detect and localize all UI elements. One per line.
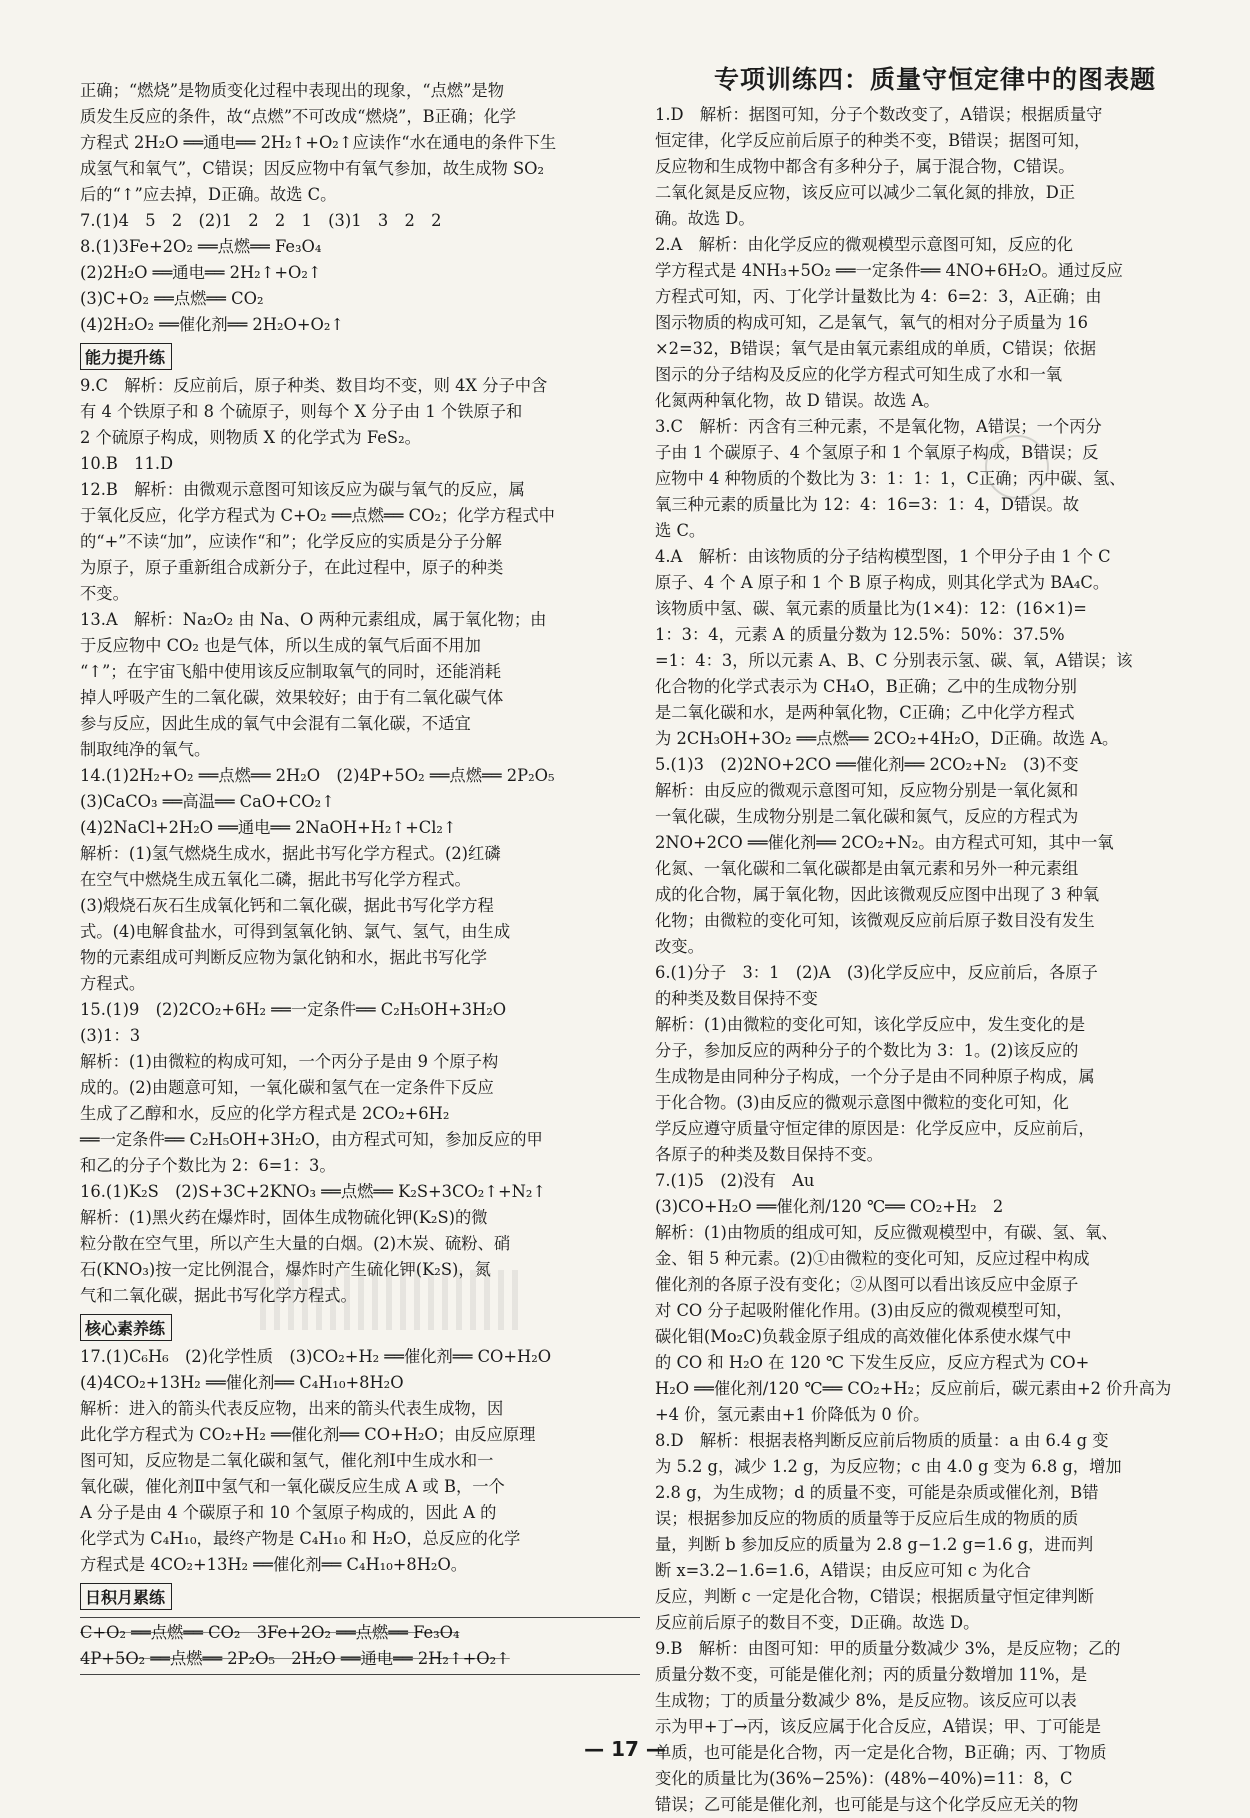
answer-line: 解析：(1)由微粒的变化可知，该化学反应中，发生变化的是: [655, 1015, 1086, 1034]
answer-line: 化学式为 C₄H₁₀，最终产物是 C₄H₁₀ 和 H₂O，总反应的化学: [80, 1529, 521, 1548]
left-column: [80, 78, 640, 1675]
answer-line: 气和二氧化碳，据此书写化学方程式。: [80, 1286, 357, 1305]
answer-line: 9.C 解析：反应前后，原子种类、数目均不变，则 4X 分子中含: [80, 376, 548, 395]
answer-line: 成的。(2)由题意可知，一氧化碳和氢气在一定条件下反应: [80, 1078, 494, 1097]
left-low-block: [80, 1344, 640, 1578]
answer-line: 的 CO 和 H₂O 在 120 ℃ 下发生反应，反应方程式为 CO+: [655, 1353, 1090, 1372]
answer-line: 14.(1)2H₂+O₂ ══点燃══ 2H₂O (2)4P+5O₂ ══点燃══ 2P₂O₅: [80, 766, 555, 785]
section-heading-daily: 日积月累练: [80, 1583, 172, 1610]
right-column-title: 专项训练四：质量守恒定律中的图表题: [713, 65, 1156, 94]
answer-line: 氧化碳，催化剂Ⅱ中氢气和一氧化碳反应生成 A 或 B，一个: [80, 1477, 505, 1496]
answer-line: 学反应遵守质量守恒定律的原因是：化学反应中，反应前后，: [655, 1119, 1095, 1138]
answer-line: 选 C。: [655, 521, 706, 540]
answer-line: 2.A 解析：由化学反应的微观模型示意图可知，反应的化: [655, 235, 1074, 254]
answer-line: (2)2H₂O ══通电══ 2H₂↑+O₂↑: [80, 263, 322, 282]
answer-line: 量，判断 b 参加反应的质量为 2.8 g−1.2 g=1.6 g，进而判: [655, 1535, 1094, 1554]
answer-line: 图可知，反应物是二氧化碳和氢气，催化剂Ⅰ中生成水和一: [80, 1451, 494, 1470]
answer-line: 解析：进入的箭头代表反应物，出来的箭头代表生成物，因: [80, 1399, 504, 1418]
answer-line: 质量分数不变，可能是催化剂；丙的质量分数增加 11%，是: [655, 1665, 1088, 1684]
answer-line: 误；根据参加反应的物质的质量等于反应后生成的物质的质: [655, 1509, 1079, 1528]
answer-line: 在空气中燃烧生成五氧化二磷，据此书写化学方程式。: [80, 870, 471, 889]
answer-line: 于氧化反应，化学方程式为 C+O₂ ══点燃══ CO₂；化学方程式中: [80, 506, 555, 525]
answer-line: A 分子是由 4 个碳原子和 10 个氢原子构成的，因此 A 的: [80, 1503, 497, 1522]
answer-line: 断 x=3.2−1.6=1.6，A错误；由反应可知 c 为化合: [655, 1561, 1031, 1580]
answer-line: 9.B 解析：由图可知：甲的质量分数减少 3%，是反应物；乙的: [655, 1639, 1121, 1658]
answer-line: 7.(1)5 (2)没有 Au: [655, 1171, 815, 1190]
right-column: [655, 102, 1215, 1818]
answer-line: 反应，判断 c 一定是化合物，C错误；根据质量守恒定律判断: [655, 1587, 1094, 1606]
answer-line: 对 CO 分子起吸附催化作用。(3)由反应的微观模型可知，: [655, 1301, 1073, 1320]
answer-line: 单质，也可能是化合物，丙一定是化合物，B正确；丙、丁物质: [655, 1743, 1107, 1762]
answer-line: 解析：(1)由微粒的构成可知，一个丙分子是由 9 个原子构: [80, 1052, 499, 1071]
answer-line: 变化的质量比为(36%−25%)：(48%−40%)=11：8，C: [655, 1769, 1073, 1788]
answer-line: “↑”；在宇宙飞船中使用该反应制取氧气的同时，还能消耗: [80, 662, 502, 681]
answer-line: 子由 1 个碳原子、4 个氢原子和 1 个氧原子构成，B错误；反: [655, 443, 1099, 462]
daily-equations-box: [80, 1617, 640, 1675]
left-mid-block: [80, 373, 640, 1309]
faint-stamp: [985, 435, 1049, 499]
answer-line: 12.B 解析：由微观示意图可知该反应为碳与氧气的反应，属: [80, 480, 525, 499]
answer-line: 氧三种元素的质量比为 12：4：16=3：1：4，D错误。故: [655, 495, 1080, 514]
answer-line: +4 价，氢元素由+1 价降低为 0 价。: [655, 1405, 930, 1424]
section-heading-core: 核心素养练: [80, 1314, 172, 1341]
answer-line: 图示的分子结构及反应的化学方程式可知生成了水和一氧: [655, 365, 1063, 384]
answer-line: 参与反应，因此生成的氧气中会混有二氧化碳，不适宜: [80, 714, 471, 733]
section-heading-ability: 能力提升练: [80, 343, 172, 370]
answer-line: 解析：(1)由物质的组成可知，反应微观模型中，有碳、氢、氧、: [655, 1223, 1118, 1242]
answer-line: 2NO+2CO ══催化剂══ 2CO₂+N₂。由方程式可知，其中一氧: [655, 833, 1114, 852]
answer-line: 2 个硫原子构成，则物质 X 的化学式为 FeS₂。: [80, 428, 421, 447]
answer-line: 学方程式是 4NH₃+5O₂ ══一定条件══ 4NO+6H₂O。通过反应: [655, 261, 1123, 280]
answer-line: 正确；“燃烧”是物质变化过程中表现出的现象，“点燃”是物: [80, 81, 505, 100]
answer-line: 有 4 个铁原子和 8 个硫原子，则每个 X 分子由 1 个铁原子和: [80, 402, 523, 421]
answer-line: 化氮、一氧化碳和二氧化碳都是由氧元素和另外一种元素组: [655, 859, 1079, 878]
answer-line: 为 2CH₃OH+3O₂ ══点燃══ 2CO₂+4H₂O，D正确。故选 A。: [655, 729, 1119, 748]
answer-line: 原子、4 个 A 原子和 1 个 B 原子构成，则其化学式为 BA₄C。: [655, 573, 1110, 592]
answer-line: 恒定律，化学反应前后原子的种类不变，B错误；据图可知，: [655, 131, 1091, 150]
faint-watermark: [260, 1270, 520, 1330]
answer-line: 17.(1)C₆H₆ (2)化学性质 (3)CO₂+H₂ ══催化剂══ CO+H₂O: [80, 1347, 552, 1366]
answer-line: 质发生反应的条件，故“点燃”不可改成“燃烧”，B正确；化学: [80, 107, 517, 126]
answer-line: 制取纯净的氧气。: [80, 740, 211, 759]
answer-line: (3)C+O₂ ══点燃══ CO₂: [80, 289, 264, 308]
answer-line: 掉人呼吸产生的二氧化碳，效果较好；由于有二氧化碳气体: [80, 688, 504, 707]
answer-line: 4.A 解析：由该物质的分子结构模型图，1 个甲分子由 1 个 C: [655, 547, 1111, 566]
answer-line: 10.B 11.D: [80, 454, 174, 473]
answer-line: 一氧化碳，生成物分别是二氧化碳和氮气，反应的方程式为: [655, 807, 1079, 826]
answer-line: 石(KNO₃)按一定比例混合，爆炸时产生硫化钾(K₂S)，氮: [80, 1260, 491, 1279]
answer-line: 碳化钼(Mo₂C)负载金原子组成的高效催化体系使水煤气中: [655, 1327, 1072, 1346]
answer-line: 改变。: [655, 937, 704, 956]
answer-line: 生成物；丁的质量分数减少 8%，是反应物。该反应可以表: [655, 1691, 1077, 1710]
answer-line: 方程式 2H₂O ══通电══ 2H₂↑+O₂↑应读作“水在通电的条件下生: [80, 133, 557, 152]
answer-line: (3)1：3: [80, 1026, 141, 1045]
answer-line: 13.A 解析：Na₂O₂ 由 Na、O 两种元素组成，属于氧化物；由: [80, 610, 547, 629]
answer-line: 6.(1)分子 3：1 (2)A (3)化学反应中，反应前后，各原子: [655, 963, 1098, 982]
answer-line: 5.(1)3 (2)2NO+2CO ══催化剂══ 2CO₂+N₂ (3)不变: [655, 755, 1079, 774]
answer-line: 方程式。: [80, 974, 146, 993]
page-number: — 17 —: [584, 1737, 666, 1761]
answer-line: 15.(1)9 (2)2CO₂+6H₂ ══一定条件══ C₂H₅OH+3H₂O: [80, 1000, 507, 1019]
answer-line: H₂O ══催化剂/120 ℃══ CO₂+H₂；反应前后，碳元素由+2 价升高为: [655, 1379, 1172, 1398]
answer-line: 于反应物中 CO₂ 也是气体，所以生成的氧气后面不用加: [80, 636, 481, 655]
answer-line: ×2=32，B错误；氧气是由氧元素组成的单质，C错误；依据: [655, 339, 1096, 358]
answer-line: 的“+”不读“加”，应读作“和”；化学反应的实质是分子分解: [80, 532, 502, 551]
answer-line: 错误；乙可能是催化剂，也可能是与这个化学反应无关的物: [655, 1795, 1079, 1814]
answer-line: 方程式是 4CO₂+13H₂ ══催化剂══ C₄H₁₀+8H₂O。: [80, 1555, 468, 1574]
answer-line: 化氮两种氧化物，故 D 错误。故选 A。: [655, 391, 940, 410]
equation-line: C+O₂ ══点燃══ CO₂ 3Fe+2O₂ ══点燃══ Fe₃O₄: [80, 1623, 460, 1642]
answer-line: 成氢气和氧气”，C错误；因反应物中有氧气参加，故生成物 SO₂: [80, 159, 545, 178]
answer-line: 化物；由微粒的变化可知，该微观反应前后原子数目没有发生: [655, 911, 1095, 930]
answer-line: 反应前后原子的数目不变，D正确。故选 D。: [655, 1613, 980, 1632]
left-top-block: [80, 78, 640, 338]
answer-line: 为 5.2 g，减少 1.2 g，为反应物；c 由 4.0 g 变为 6.8 g，增加: [655, 1457, 1122, 1476]
answer-line: 式。(4)电解食盐水，可得到氢氧化钠、氯气、氢气，由生成: [80, 922, 511, 941]
answer-line: 金、钼 5 种元素。(2)①由微粒的变化可知，反应过程中构成: [655, 1249, 1090, 1268]
answer-line: (4)2H₂O₂ ══催化剂══ 2H₂O+O₂↑: [80, 315, 345, 334]
answer-line: 解析：(1)黑火药在爆炸时，固体生成物硫化钾(K₂S)的微: [80, 1208, 488, 1227]
answer-line: 成的化合物，属于氧化物，因此该微观反应图中出现了 3 种氧: [655, 885, 1100, 904]
equation-line: 4P+5O₂ ══点燃══ 2P₂O₅ 2H₂O ══通电══ 2H₂↑+O₂↑: [80, 1649, 510, 1668]
answer-line: 8.(1)3Fe+2O₂ ══点燃══ Fe₃O₄: [80, 237, 322, 256]
answer-line: 后的“↑”应去掉，D正确。故选 C。: [80, 185, 337, 204]
answer-line: 为原子，原子重新组合成新分子，在此过程中，原子的种类: [80, 558, 504, 577]
answer-line: ══一定条件══ C₂H₅OH+3H₂O，由方程式可知，参加反应的甲: [80, 1130, 543, 1149]
answer-line: 反应物和生成物中都含有多种分子，属于混合物，C错误。: [655, 157, 1075, 176]
answer-line: 催化剂的各原子没有变化；②从图可以看出该反应中金原子: [655, 1275, 1079, 1294]
answer-line: 二氧化氮是反应物，该反应可以减少二氧化氮的排放，D正: [655, 183, 1076, 202]
answer-line: 应物中 4 种物质的个数比为 3：1：1：1，C正确；丙中碳、氢、: [655, 469, 1126, 488]
answer-line: 3.C 解析：丙含有三种元素，不是氧化物，A错误；一个丙分: [655, 417, 1102, 436]
answer-line: 图示物质的构成可知，乙是氧气，氧气的相对分子质量为 16: [655, 313, 1088, 332]
answer-line: 生成物是由同种分子构成，一个分子是由不同种原子构成，属: [655, 1067, 1095, 1086]
answer-line: 解析：(1)氢气燃烧生成水，据此书写化学方程式。(2)红磷: [80, 844, 501, 863]
answer-line: 化合物的化学式表示为 CH₄O，B正确；乙中的生成物分别: [655, 677, 1077, 696]
answer-line: 粒分散在空气里，所以产生大量的白烟。(2)木炭、硫粉、硝: [80, 1234, 511, 1253]
answer-line: 分子，参加反应的两种分子的个数比为 3：1。(2)该反应的: [655, 1041, 1079, 1060]
answer-line: =1：4：3，所以元素 A、B、C 分别表示氢、碳、氧，A错误；该: [655, 651, 1133, 670]
answer-line: (3)CO+H₂O ══催化剂/120 ℃══ CO₂+H₂ 2: [655, 1197, 1004, 1216]
answer-line: 于化合物。(3)由反应的微观示意图中微粒的变化可知，化: [655, 1093, 1069, 1112]
answer-line: 的种类及数目保持不变: [655, 989, 818, 1008]
answer-line: 此化学方程式为 CO₂+H₂ ══催化剂══ CO+H₂O；由反应原理: [80, 1425, 536, 1444]
answer-line: 解析：由反应的微观示意图可知，反应物分别是一氧化氮和: [655, 781, 1079, 800]
answer-line: 2.8 g，为生成物；d 的质量不变，可能是杂质或催化剂，B错: [655, 1483, 1099, 1502]
answer-line: 是二氧化碳和水，是两种氧化物，C正确；乙中化学方程式: [655, 703, 1075, 722]
answer-line: 1：3：4，元素 A 的质量分数为 12.5%：50%：37.5%: [655, 625, 1065, 644]
answer-line: 1.D 解析：据图可知，分子个数改变了，A错误；根据质量守: [655, 105, 1103, 124]
answer-line: (3)CaCO₃ ══高温══ CaO+CO₂↑: [80, 792, 335, 811]
answer-line: 该物质中氢、碳、氧元素的质量比为(1×4)：12：(16×1)=: [655, 599, 1087, 618]
answer-line: 物的元素组成可判断反应物为氯化钠和水，据此书写化学: [80, 948, 488, 967]
answer-line: 示为甲+丁→丙，该反应属于化合反应，A错误；甲、丁可能是: [655, 1717, 1102, 1736]
answer-line: (4)2NaCl+2H₂O ══通电══ 2NaOH+H₂↑+Cl₂↑: [80, 818, 457, 837]
answer-line: 确。故选 D。: [655, 209, 755, 228]
answer-line: (4)4CO₂+13H₂ ══催化剂══ C₄H₁₀+8H₂O: [80, 1373, 404, 1392]
answer-line: 不变。: [80, 584, 129, 603]
answer-line: 各原子的种类及数目保持不变。: [655, 1145, 883, 1164]
answer-line: 和乙的分子个数比为 2：6=1：3。: [80, 1156, 336, 1175]
answer-line: (3)煅烧石灰石生成氧化钙和二氧化碳，据此书写化学方程: [80, 896, 494, 915]
answer-line: 16.(1)K₂S (2)S+3C+2KNO₃ ══点燃══ K₂S+3CO₂↑+N₂↑: [80, 1182, 547, 1201]
answer-line: 8.D 解析：根据表格判断反应前后物质的质量：a 由 6.4 g 变: [655, 1431, 1109, 1450]
answer-line: 7.(1)4 5 2 (2)1 2 2 1 (3)1 3 2 2: [80, 211, 442, 230]
answer-line: 方程式可知，丙、丁化学计量数比为 4：6=2：3，A正确；由: [655, 287, 1102, 306]
answer-line: 生成了乙醇和水，反应的化学方程式是 2CO₂+6H₂: [80, 1104, 450, 1123]
